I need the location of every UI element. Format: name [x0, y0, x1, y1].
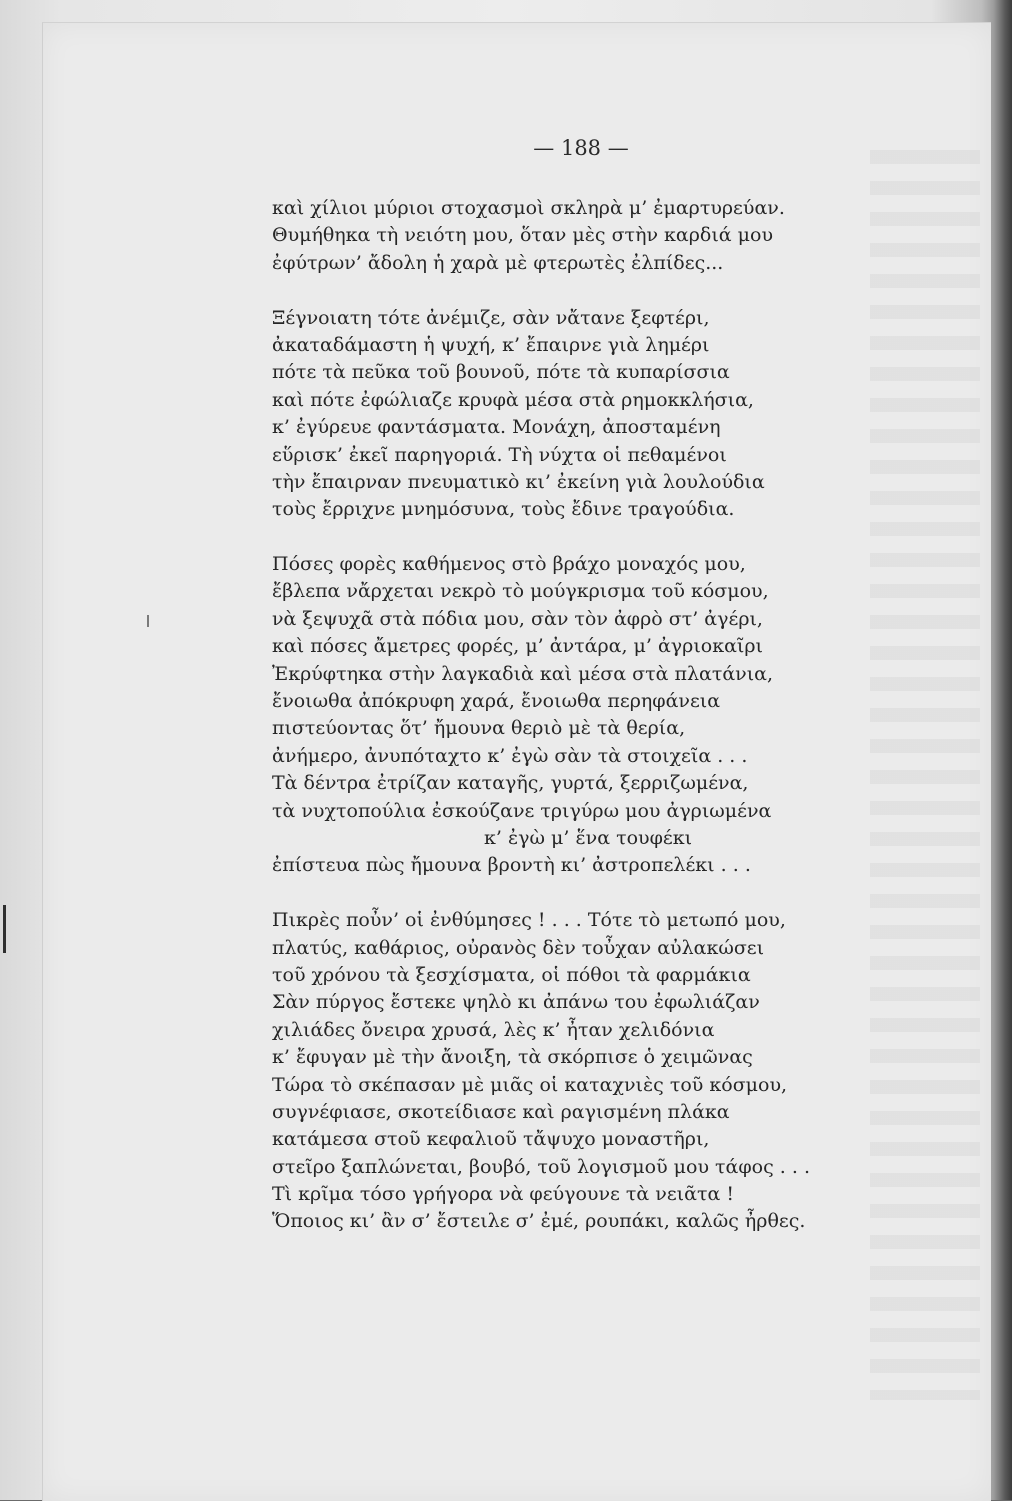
poem-line: πλατύς, καθάριος, οὐρανὸς δὲν τοὖχαν αὐλακώσει	[272, 936, 765, 959]
stanza	[272, 551, 872, 880]
poem-line: ἔνοιωθα ἀπόκρυφη χαρά, ἔνοιωθα περηφάνεια	[272, 690, 721, 713]
poem-line: ἔβλεπα νἄρχεται νεκρὸ τὸ μούγκρισμα τοῦ κόσμου,	[272, 580, 769, 603]
poem-line: Πόσες φορὲς καθήμενος στὸ βράχο μοναχός μου,	[272, 553, 746, 576]
poem-line: καὶ χίλιοι μύριοι στοχασμοὶ σκληρὰ μ’ ἐμαρτυρεύαν.	[272, 197, 785, 219]
poem-line: ἀνήμερο, ἀνυπόταχτο κ’ ἐγὼ σὰν τὰ στοιχεῖα . . .	[272, 744, 748, 767]
stanza-break	[272, 880, 872, 907]
poem-line: πότε τὰ πεῦκα τοῦ βουνοῦ, πότε τὰ κυπαρίσσια	[272, 361, 730, 384]
poem-line: Τώρα τὸ σκέπασαν μὲ μιᾶς οἱ καταχνιὲς τοῦ κόσμου,	[272, 1073, 788, 1096]
poem-line: Σὰν πύργος ἔστεκε ψηλὸ κι ἀπάνω του ἐφωλιάζαν	[272, 991, 760, 1014]
stanza	[272, 195, 872, 277]
poem-line: τὴν ἔπαιρναν πνευματικὸ κι’ ἐκείνη γιὰ λουλούδια	[272, 470, 765, 493]
poem-line: ἀκαταδάμαστη ἡ ψυχή, κ’ ἔπαιρνε γιὰ λημέρι	[272, 333, 710, 356]
poem-line: Τὰ δέντρα ἐτρίζαν καταγῆς, γυρτά, ξερριζωμένα,	[272, 772, 749, 795]
poem-line: εὕρισκ’ ἐκεῖ παρηγοριά. Τὴ νύχτα οἱ πεθαμένοι	[272, 443, 727, 466]
poem-line: Ὅποιος κι’ ἂν σ’ ἔστειλε σ’ ἐμέ, ρουπάκι, καλῶς ἦρθες.	[272, 1210, 806, 1233]
bleed-through-text	[870, 150, 980, 1400]
page-number: — 188 —	[533, 136, 629, 160]
poem-line: τοῦ χρόνου τὰ ξεσχίσματα, οἱ πόθοι τὰ φαρμάκια	[272, 963, 751, 986]
poem-line: καὶ πότε ἐφώλιαζε κρυφὰ μέσα στὰ ρημοκκλήσια,	[272, 388, 754, 411]
poem-line: χιλιάδες ὄνειρα χρυσά, λὲς κ’ ἦταν χελιδόνια	[272, 1018, 715, 1041]
poem-line: στεῖρο ξαπλώνεται, βουβό, τοῦ λογισμοῦ μου τάφος . . .	[272, 1155, 810, 1178]
poem-line: ἐφύτρων’ ἄδολη ἡ χαρὰ μὲ φτερωτὲς ἐλπίδες...	[272, 251, 724, 274]
poem-line: τὰ νυχτοπούλια ἐσκούζανε τριγύρω μου ἀγριωμένα	[272, 799, 772, 822]
poem-line: Ἐκρύφτηκα στὴν λαγκαδιὰ καὶ μέσα στὰ πλατάνια,	[272, 662, 774, 685]
page-edge-shadow	[994, 0, 1012, 1500]
poem-line: Θυμήθηκα τὴ νειότη μου, ὅταν μὲς στὴν καρδιά μου	[272, 224, 774, 247]
poem-line: κατάμεσα στοῦ κεφαλιοῦ τἄψυχο μοναστῆρι,	[272, 1128, 710, 1151]
margin-speck	[147, 615, 149, 627]
poem-line-indented: κ’ ἐγὼ μ’ ἕνα τουφέκι	[484, 826, 693, 849]
poem-line: συγνέφιασε, σκοτείδιασε καὶ ραγισμένη πλάκα	[272, 1100, 730, 1123]
poem-line: τοὺς ἔρριχνε μνημόσυνα, τοὺς ἔδινε τραγούδια.	[272, 498, 735, 521]
poem-line: Τὶ κρῖμα τόσο γρήγορα νὰ φεύγουνε τὰ νειᾶτα !	[272, 1183, 734, 1206]
poem-line: Πικρὲς ποὖν’ οἱ ἐνθύμησες ! . . . Τότε τὸ μετωπό μου,	[272, 909, 786, 932]
poem-text	[272, 195, 872, 1236]
poem-line: καὶ πόσες ἄμετρες φορές, μ’ ἀντάρα, μ’ ἀγριοκαῖρι	[272, 635, 763, 658]
poem-line: ἐπίστευα πὼς ἤμουνα βροντὴ κι’ ἀστροπελέκι . . .	[272, 854, 751, 877]
stanza	[272, 305, 872, 524]
poem-line: κ’ ἐγύρευε φαντάσματα. Μονάχη, ἀποσταμένη	[272, 416, 721, 439]
stanza-break	[272, 277, 872, 304]
poem-line: κ’ ἔφυγαν μὲ τὴν ἄνοιξη, τὰ σκόρπισε ὁ χειμῶνας	[272, 1046, 753, 1069]
poem-line: πιστεύοντας ὅτ’ ἤμουνα θεριὸ μὲ τὰ θερία,	[272, 717, 686, 740]
margin-mark	[3, 905, 6, 953]
stanza-break	[272, 524, 872, 551]
poem-line: νὰ ξεψυχᾶ στὰ πόδια μου, σὰν τὸν ἀφρὸ στ’ ἀγέρι,	[272, 607, 763, 630]
stanza	[272, 907, 872, 1236]
poem-line: Ξέγνοιατη τότε ἀνέμιζε, σὰν νἄτανε ξεφτέρι,	[272, 306, 710, 329]
